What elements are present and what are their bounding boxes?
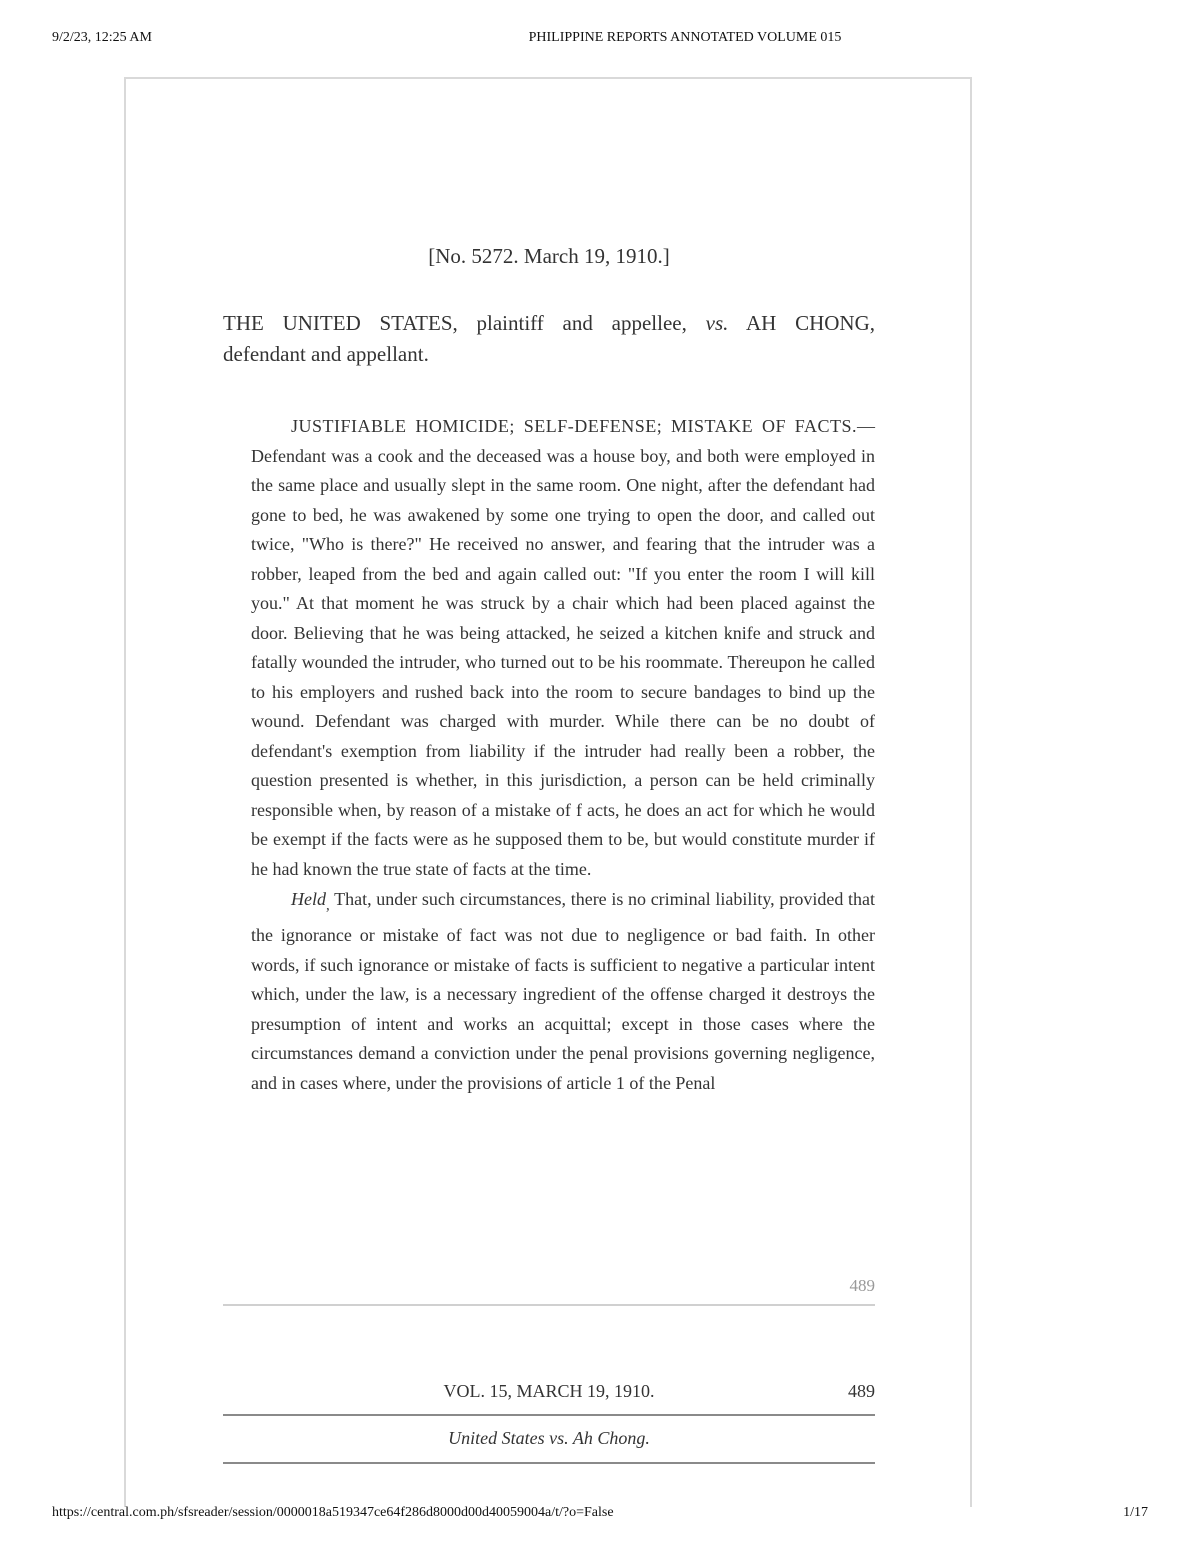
print-url: https://central.com.ph/sfsreader/session/0000018a519347ce64f286d8000d00d40059004a/t/?o=False <box>52 1505 614 1520</box>
page-divider <box>223 1304 875 1306</box>
versus-text: vs. <box>705 311 729 335</box>
syllabus-body-2: That, under such circumstances, there is no criminal liability, provided that the ignorance or mistake of fact was not due to negligence or bad faith. In other words, if such ignorance or mistake of facts is sufficient to negative a particular intent which, under the law, is a necessary ingredient of the offense charged it destroys the presumption of intent and works an acquittal; except in those cases where the circumstances demand a conviction under the penal provisions governing negligence, and in cases where, under the provisions of article 1 of the Penal <box>251 889 875 1093</box>
print-datetime: 9/2/23, 12:25 AM <box>52 30 152 45</box>
syllabus-body-1: —Defendant was a cook and the deceased was a house boy, and both were employed in the same place and usually slept in the same room. One night, after the defendant had gone to bed, he was awakened by some one trying to open the door, and called out twice, "Who is there?" He received no answer, and fearing that the intruder was a robber, leaped from the bed and again called out: "If you enter the room I will kill you." At that moment he was struck by a chair which had been placed against the door. Believing that he was being attacked, he seized a kitchen knife and struck and fatally wounded the intruder, who turned out to be his roommate. Thereupon he called to his employers and rushed back into the room to secure bandages to bind up the wound. Defendant was charged with murder. While there can be no doubt of defendant's exemption from liability if the intruder had really been a robber, the question presented is whether, in this jurisdiction, a person can be held criminally responsible when, by reason of a mistake of f acts, he does an act for which he would be exempt if the facts were as he supposed them to be, but would constitute murder if he had known the true state of facts at the time. <box>251 416 875 879</box>
page-number: 489 <box>849 1276 875 1295</box>
case-short-title: United States vs. Ah Chong. <box>448 1428 650 1448</box>
running-head-rule-bottom <box>223 1462 875 1464</box>
syllabus-paragraph-1 <box>251 412 875 884</box>
running-head-page: 489 <box>848 1381 875 1401</box>
parties-line-1 <box>223 308 875 339</box>
held-label: Held <box>291 889 326 909</box>
print-page-count: 1/17 <box>1123 1505 1148 1520</box>
syllabus-heading: JUSTIFIABLE HOMICIDE; SELF-DEFENSE; MISTAKE OF FACTS. <box>291 416 857 436</box>
held-punct: , <box>326 897 330 914</box>
parties-line-2: defendant and appellant. <box>223 342 429 366</box>
running-head-rule-top <box>223 1414 875 1416</box>
print-footer <box>52 1505 1148 1525</box>
running-head-volume: VOL. 15, MARCH 19, 1910. <box>443 1381 655 1401</box>
case-number: [No. 5272. March 19, 1910.] <box>428 244 670 268</box>
running-head <box>223 1381 875 1405</box>
case-parties <box>223 308 875 370</box>
syllabus-paragraph-2 <box>251 885 875 1098</box>
print-header <box>52 30 1148 50</box>
defendant-name: AH CHONG, <box>745 311 876 335</box>
print-title: PHILIPPINE REPORTS ANNOTATED VOLUME 015 <box>528 30 842 45</box>
plaintiff-text: THE UNITED STATES, plaintiff and appellee, <box>223 311 687 335</box>
syllabus <box>251 412 875 1098</box>
